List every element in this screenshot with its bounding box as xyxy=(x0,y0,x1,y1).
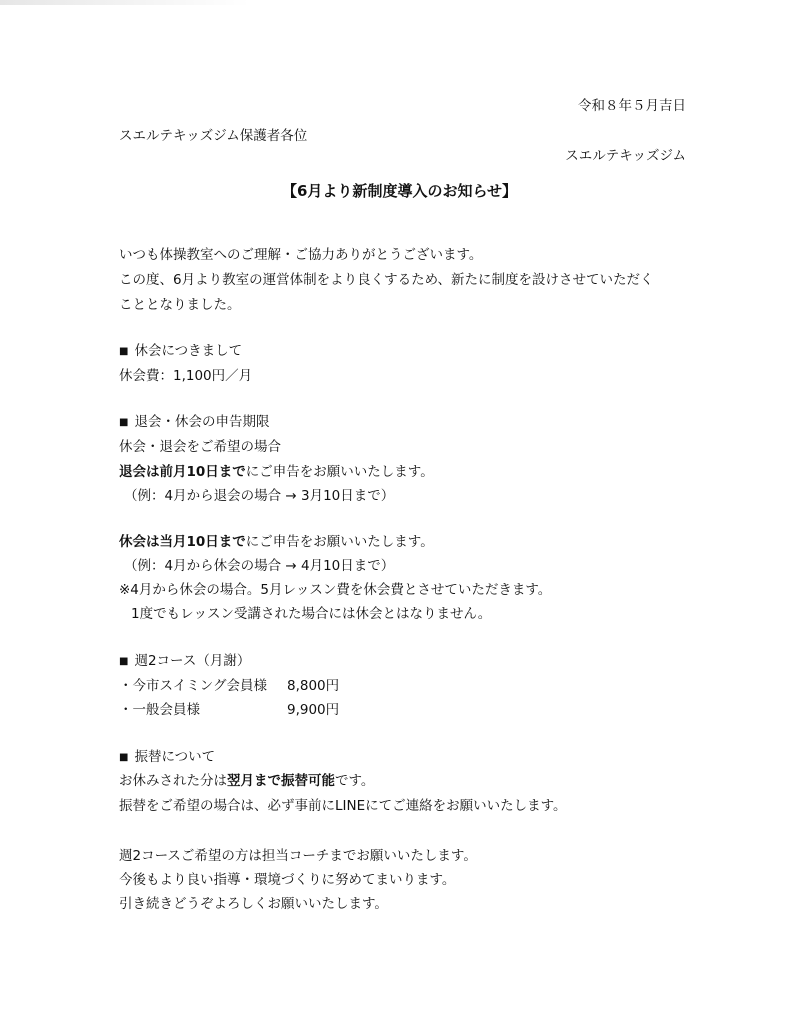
square-bullet-icon: ■ xyxy=(119,346,129,357)
heading-text: 週2コース（月謝） xyxy=(134,653,251,669)
course-item-label: ・今市スイミング会員様 xyxy=(119,678,267,694)
deadline-intro: 休会・退会をご希望の場合 xyxy=(119,439,281,455)
kyukai-example: （例：4月から休会の場合 → 4月10日まで） xyxy=(124,558,395,574)
taikai-deadline-rest: にご申告をお願いいたします。 xyxy=(245,464,434,480)
recipient-line: スエルテキッズジム保護者各位 xyxy=(119,128,308,144)
furikae-text-b: です。 xyxy=(335,773,375,789)
scan-edge-shadow xyxy=(0,0,250,5)
furikae-line-2: 振替をご希望の場合は、必ず事前にLINEにてご連絡をお願いいたします。 xyxy=(119,798,567,814)
kyukai-deadline-bold: 休会は当月10日まで xyxy=(119,534,246,550)
taikai-example: （例：4月から退会の場合 → 3月10日まで） xyxy=(124,488,395,504)
furikae-text-bold: 翌月まで振替可能 xyxy=(227,773,335,789)
notice-title: 【6月より新制度導入のお知らせ】 xyxy=(282,182,517,200)
closing-line-1: 週2コースご希望の方は担当コーチまでお願いいたします。 xyxy=(119,848,477,864)
square-bullet-icon: ■ xyxy=(119,417,129,428)
course-item xyxy=(119,676,419,696)
kyukai-fee: 休会費：1,100円／月 xyxy=(119,368,253,384)
section-heading-kyukai xyxy=(119,341,242,362)
taikai-deadline-bold: 退会は前月10日まで xyxy=(119,464,246,480)
furikae-line-1 xyxy=(119,771,374,791)
course-item-label: ・一般会員様 xyxy=(119,702,200,718)
square-bullet-icon: ■ xyxy=(119,656,129,667)
heading-text: 退会・休会の申告期限 xyxy=(134,414,270,430)
kyukai-note-2: 1度でもレッスン受講された場合には休会とはなりません。 xyxy=(131,606,492,622)
sender-line: スエルテキッズジム xyxy=(565,148,686,164)
square-bullet-icon: ■ xyxy=(119,752,129,763)
notice-date: 令和８年５月吉日 xyxy=(578,98,686,114)
intro-line-2: この度、6月より教室の運営体制をより良くするため、新たに制度を設けさせていただく xyxy=(119,272,654,288)
intro-line-1: いつも体操教室へのご理解・ご協力ありがとうございます。 xyxy=(119,247,483,263)
taikai-deadline-line xyxy=(119,462,434,482)
furikae-text-a: お休みされた分は xyxy=(119,773,227,789)
intro-line-3: こととなりました。 xyxy=(119,297,241,313)
course-item xyxy=(119,700,419,720)
closing-line-2: 今後もより良い指導・環境づくりに努めてまいります。 xyxy=(119,872,456,888)
kyukai-deadline-rest: にご申告をお願いいたします。 xyxy=(245,534,434,550)
course-item-price: 8,800円 xyxy=(287,678,340,694)
kyukai-deadline-line xyxy=(119,532,434,552)
heading-text: 休会につきまして xyxy=(134,343,243,359)
heading-text: 振替について xyxy=(134,749,216,765)
kyukai-note-1: ※4月から休会の場合。5月レッスン費を休会費とさせていただきます。 xyxy=(119,582,552,598)
section-heading-furikae xyxy=(119,747,215,768)
closing-line-3: 引き続きどうぞよろしくお願いいたします。 xyxy=(119,896,388,912)
section-heading-course xyxy=(119,651,250,672)
course-item-price: 9,900円 xyxy=(287,702,340,718)
section-heading-deadline xyxy=(119,412,269,433)
